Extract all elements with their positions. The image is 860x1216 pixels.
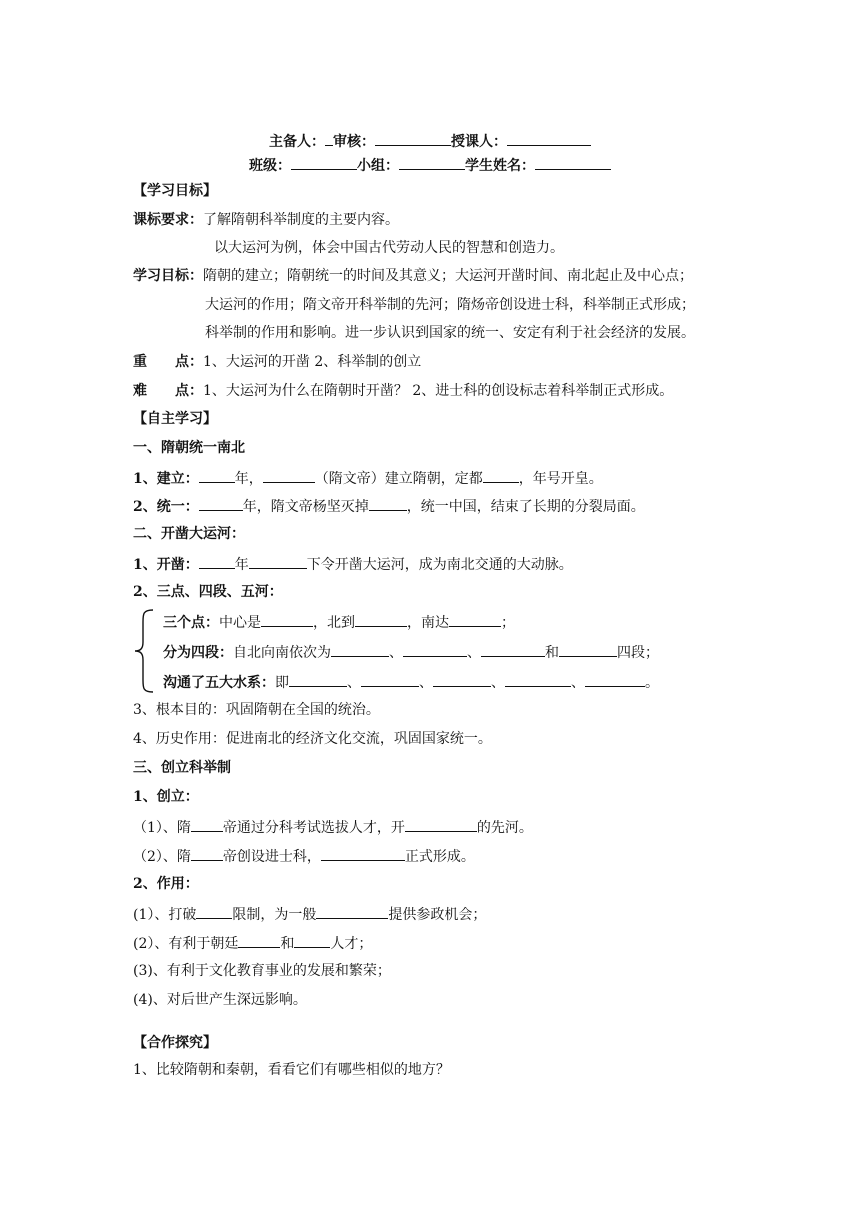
xingming-blank[interactable] xyxy=(535,154,611,170)
s3-z1-text-a: (1）、打破 xyxy=(133,907,197,923)
s2-year-blank[interactable] xyxy=(199,553,235,569)
kebiao-label: 课标要求： xyxy=(133,212,203,228)
banji-blank[interactable] xyxy=(291,154,357,170)
nandian-label: 难 点： xyxy=(133,383,203,399)
formed-system-blank[interactable] xyxy=(321,845,405,861)
wuhe-label: 沟通了五大水系： xyxy=(163,675,275,691)
segment-2-blank[interactable] xyxy=(403,641,467,657)
siduan-text-a: 自北向南依次为 xyxy=(233,645,331,661)
s1-l2-label: 2、统一： xyxy=(133,499,199,515)
shenhe-label: 审核： xyxy=(333,134,375,150)
segment-3-blank[interactable] xyxy=(481,641,545,657)
s1-l1-label: 1、建立： xyxy=(133,471,199,487)
xiaozu-blank[interactable] xyxy=(399,154,465,170)
s1-l2-text-a: 年，隋文帝杨坚灭掉 xyxy=(242,499,369,515)
sandian-text-d: ； xyxy=(501,615,515,631)
s1-line-2 xyxy=(133,495,645,517)
mubiao-text-1: 隋朝的建立；隋朝统一的时间及其意义；大运河开凿时间、南北起止及中心点； xyxy=(203,268,693,284)
s3-zuoyong-3: (3)、有利于文化教育事业的发展和繁荣； xyxy=(133,963,391,979)
water-system-1-blank[interactable] xyxy=(289,671,347,687)
mubiao-line-1 xyxy=(133,266,693,286)
s3-chuangli-2 xyxy=(133,845,475,867)
s3-c1-text-b: 帝通过分科考试选拔人才，开 xyxy=(222,820,405,836)
zhongdian-line xyxy=(133,352,421,372)
wuhe-end: 。 xyxy=(645,675,659,691)
center-point-blank[interactable] xyxy=(261,611,313,627)
sandian-line xyxy=(163,611,515,633)
s3-z2-text-a: (2）、有利于朝廷 xyxy=(133,936,239,952)
shenhe-blank[interactable] xyxy=(375,130,451,146)
s1-conquered-blank[interactable] xyxy=(369,495,407,511)
s3-chuangli-1 xyxy=(133,816,533,838)
s1-capital-blank[interactable] xyxy=(483,467,519,483)
s3-line-1: 1、创立： xyxy=(133,789,199,805)
s3-zuoyong-2 xyxy=(133,932,372,954)
group-blank[interactable] xyxy=(316,903,388,919)
s3-c2-text-b: 帝创设进士科， xyxy=(222,849,321,865)
zhongdian-label: 重 点： xyxy=(133,354,203,370)
s1-unify-year-blank[interactable] xyxy=(199,495,243,511)
wuhe-text-a: 即 xyxy=(275,675,289,691)
separator: 、 xyxy=(467,645,481,661)
s3-zuoyong-1 xyxy=(133,903,486,925)
kebiao-line-1 xyxy=(133,210,399,230)
water-system-2-blank[interactable] xyxy=(361,671,419,687)
wuhe-line xyxy=(163,671,659,693)
s2-line-2: 2、三点、四段、五河： xyxy=(133,584,283,600)
s1-l2-text-b: ，统一中国，结束了长期的分裂局面。 xyxy=(406,499,645,515)
separator: 、 xyxy=(419,675,433,691)
s3-c1-text-c: 的先河。 xyxy=(476,820,533,836)
sandian-label: 三个点： xyxy=(163,615,219,631)
banji-label: 班级： xyxy=(249,158,291,174)
s3-z1-text-b: 限制，为一般 xyxy=(232,907,317,923)
south-end-blank[interactable] xyxy=(449,611,501,627)
restriction-blank[interactable] xyxy=(196,903,232,919)
siduan-label: 分为四段： xyxy=(163,645,233,661)
zhubei-label: 主备人： xyxy=(269,134,325,150)
section-1-title: 一、隋朝统一南北 xyxy=(133,440,245,456)
zhubei-blank[interactable] xyxy=(325,130,333,146)
sandian-text-c: ，南达 xyxy=(407,615,449,631)
s2-line-3: 3、根本目的：巩固隋朝在全国的统治。 xyxy=(133,702,380,718)
s2-line-4: 4、历史作用：促进南北的经济文化交流，巩固国家统一。 xyxy=(133,731,492,747)
water-system-5-blank[interactable] xyxy=(585,671,645,687)
s3-z1-text-c: 提供参政机会； xyxy=(388,907,487,923)
s2-l1-label: 1、开凿： xyxy=(133,557,199,573)
north-end-blank[interactable] xyxy=(355,611,407,627)
segment-1-blank[interactable] xyxy=(331,641,389,657)
s2-emperor-blank[interactable] xyxy=(249,553,307,569)
xingming-label: 学生姓名： xyxy=(465,158,535,174)
s3-c2-text-a: （2）、隋 xyxy=(133,849,191,865)
water-system-3-blank[interactable] xyxy=(433,671,491,687)
s2-l1-text-a: 年 xyxy=(234,557,249,573)
court-blank-2[interactable] xyxy=(294,932,330,948)
cooperation-question-1: 1、比较隋朝和秦朝，看看它们有哪些相似的地方？ xyxy=(133,1062,450,1078)
separator: 、 xyxy=(389,645,403,661)
s3-line-2: 2、作用： xyxy=(133,876,199,892)
s3-z2-text-b: 和 xyxy=(280,936,295,952)
cooperation-heading: 【合作探究】 xyxy=(133,1035,217,1051)
s1-line-1 xyxy=(133,467,603,489)
xiaozu-label: 小组： xyxy=(357,158,399,174)
s1-founder-blank[interactable] xyxy=(263,467,315,483)
section-2-title: 二、开凿大运河： xyxy=(133,526,245,542)
siduan-end: 四段； xyxy=(617,645,659,661)
s2-line-1 xyxy=(133,553,573,575)
kebiao-text-1: 了解隋朝科举制度的主要内容。 xyxy=(203,212,399,228)
header-line-2 xyxy=(0,154,860,176)
shouke-label: 授课人： xyxy=(451,134,507,150)
objectives-heading: 【学习目标】 xyxy=(133,183,217,199)
segment-4-blank[interactable] xyxy=(559,641,617,657)
emperor-1-blank[interactable] xyxy=(191,816,223,832)
separator: 、 xyxy=(571,675,585,691)
sandian-text-b: ，北到 xyxy=(313,615,355,631)
header-line-1 xyxy=(0,130,860,152)
zhongdian-text: 1、大运河的开凿 2、科举制的创立 xyxy=(203,354,422,370)
mubiao-label: 学习目标： xyxy=(133,268,203,284)
court-blank-1[interactable] xyxy=(238,932,280,948)
s1-l1-text-c: ，年号开皇。 xyxy=(518,471,603,487)
system-blank[interactable] xyxy=(405,816,477,832)
separator: 、 xyxy=(347,675,361,691)
s3-zuoyong-4: (4)、对后世产生深远影响。 xyxy=(133,992,307,1008)
s1-year-blank[interactable] xyxy=(199,467,235,483)
mubiao-line-3: 科举制的作用和影响。进一步认识到国家的统一、安定有利于社会经济的发展。 xyxy=(205,325,695,341)
mubiao-line-2: 大运河的作用；隋文帝开科举制的先河；隋炀帝创设进士科，科举制正式形成； xyxy=(205,297,695,313)
s1-l1-text-a: 年， xyxy=(234,471,263,487)
nandian-line xyxy=(133,381,673,401)
kebiao-line-2: 以大运河为例，体会中国古代劳动人民的智慧和创造力。 xyxy=(214,240,564,256)
siduan-and: 和 xyxy=(545,645,559,661)
self-study-heading: 【自主学习】 xyxy=(133,411,217,427)
separator: 、 xyxy=(491,675,505,691)
section-3-title: 三、创立科举制 xyxy=(133,760,231,776)
sandian-text-a: 中心是 xyxy=(219,615,261,631)
s2-l1-text-b: 下令开凿大运河，成为南北交通的大动脉。 xyxy=(306,557,573,573)
siduan-line xyxy=(163,641,659,663)
s3-c1-text-a: （1）、隋 xyxy=(133,820,191,836)
emperor-2-blank[interactable] xyxy=(191,845,223,861)
s3-z2-text-c: 人才； xyxy=(330,936,373,952)
shouke-blank[interactable] xyxy=(507,130,591,146)
water-system-4-blank[interactable] xyxy=(505,671,571,687)
curly-brace-icon xyxy=(133,608,155,694)
s3-c2-text-c: 正式形成。 xyxy=(404,849,475,865)
nandian-text: 1、大运河为什么在隋朝时开凿？ 2、进士科的创设标志着科举制正式形成。 xyxy=(203,383,674,399)
s1-l1-text-b: （隋文帝）建立隋朝，定都 xyxy=(314,471,483,487)
